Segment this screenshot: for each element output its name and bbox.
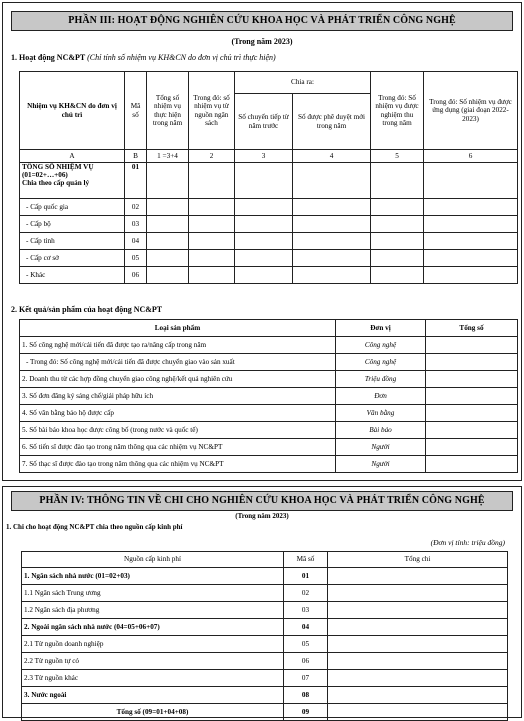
table-row [20, 233, 518, 250]
product-unit: Bài báo [336, 422, 426, 439]
header-code: Mã số [125, 72, 147, 150]
row-label-total: TỔNG SỐ NHIỆM VỤ (01=02+…+06) Chia theo cấp quản lý [20, 163, 125, 199]
input-cell[interactable] [328, 687, 508, 704]
input-cell[interactable] [426, 354, 518, 371]
table-row [20, 267, 518, 284]
input-cell[interactable] [426, 422, 518, 439]
header-product: Loại sản phẩm [20, 320, 336, 337]
rd-expense-table [21, 551, 508, 721]
source-code: 04 [284, 619, 328, 636]
source-code: 06 [284, 653, 328, 670]
column-code-row [20, 150, 518, 163]
input-cell[interactable] [293, 163, 371, 199]
row-code: 02 [125, 199, 147, 216]
row-label: - Cấp bộ [20, 216, 125, 233]
table-row [20, 371, 518, 388]
product-unit: Triệu đồng [336, 371, 426, 388]
input-cell[interactable] [235, 199, 293, 216]
row-code: 01 [125, 163, 147, 199]
table-row [20, 216, 518, 233]
input-cell[interactable] [424, 163, 518, 199]
input-cell[interactable] [328, 619, 508, 636]
header-accepted: Trong đó: Số nhiệm vụ được nghiệm thu trong năm [371, 72, 424, 150]
header-carried: Số chuyển tiếp từ năm trước [235, 94, 293, 150]
product-label: 6. Số tiến sĩ được đào tạo trong năm thông qua các nhiệm vụ NC&PT [20, 439, 336, 456]
part3-section1-note: (Chỉ tính số nhiệm vụ KH&CN do đơn vị chủ trì thực hiện) [87, 53, 276, 62]
input-cell[interactable] [328, 704, 508, 721]
source-label: 2.1 Từ nguồn doanh nghiệp [22, 636, 284, 653]
row-label: - Khác [20, 267, 125, 284]
header-results-total: Tổng số [426, 320, 518, 337]
product-label: 7. Số thạc sĩ được đào tạo trong năm thông qua các nhiệm vụ NC&PT [20, 456, 336, 473]
input-cell[interactable] [147, 216, 189, 233]
input-cell[interactable] [328, 585, 508, 602]
part3-title: PHẦN III: HOẠT ĐỘNG NGHIÊN CỨU KHOA HỌC VÀ PHÁT TRIỂN CÔNG NGHỆ [11, 11, 513, 31]
input-cell[interactable] [189, 216, 235, 233]
product-unit: Văn bằng [336, 405, 426, 422]
product-label: - Trong đó: Số công nghệ mới/cải tiến đã được chuyển giao vào sản xuất [20, 354, 336, 371]
product-unit: Người [336, 439, 426, 456]
table-row [20, 250, 518, 267]
input-cell[interactable] [189, 199, 235, 216]
row-label: - Cấp quốc gia [20, 199, 125, 216]
source-code: 09 [284, 704, 328, 721]
input-cell[interactable] [424, 216, 518, 233]
table-row [20, 163, 518, 199]
part4-year-note: (Trong năm 2023) [235, 512, 289, 520]
table-row [20, 456, 518, 473]
input-cell[interactable] [235, 267, 293, 284]
source-label: 2.3 Từ nguồn khác [22, 670, 284, 687]
input-cell[interactable] [293, 216, 371, 233]
input-cell[interactable] [328, 636, 508, 653]
input-cell[interactable] [371, 199, 424, 216]
header-new: Số được phê duyệt mới trong năm [293, 94, 371, 150]
input-cell[interactable] [426, 456, 518, 473]
product-unit: Công nghệ [336, 337, 426, 354]
input-cell[interactable] [424, 199, 518, 216]
table-row [20, 405, 518, 422]
table-row [20, 388, 518, 405]
part3-frame [2, 2, 522, 481]
source-label: 1.2 Ngân sách địa phương [22, 602, 284, 619]
header-split: Chia ra: [235, 72, 371, 94]
source-code: 03 [284, 602, 328, 619]
product-label: 3. Số đơn đăng ký sáng chế/giải pháp hữu ích [20, 388, 336, 405]
table-row [22, 670, 508, 687]
source-label-total: Tổng số (09=01+04+08) [22, 704, 284, 721]
header-expense-total: Tổng chi [328, 552, 508, 568]
table-row [22, 585, 508, 602]
input-cell[interactable] [235, 216, 293, 233]
input-cell[interactable] [426, 439, 518, 456]
input-cell[interactable] [424, 233, 518, 250]
row-code: 06 [125, 267, 147, 284]
input-cell[interactable] [371, 250, 424, 267]
source-code: 07 [284, 670, 328, 687]
header-expense-code: Mã số [284, 552, 328, 568]
input-cell[interactable] [293, 233, 371, 250]
table-row [20, 199, 518, 216]
source-code: 05 [284, 636, 328, 653]
table-row [20, 439, 518, 456]
unit-note: (Đơn vị tính: triệu đồng) [430, 538, 505, 547]
input-cell[interactable] [426, 388, 518, 405]
part4-title: PHẦN IV: THÔNG TIN VỀ CHI CHO NGHIÊN CỨU KHOA HỌC VÀ PHÁT TRIỂN CÔNG NGHỆ [11, 491, 513, 511]
row-label: - Cấp tỉnh [20, 233, 125, 250]
col-code-cell: B [125, 150, 147, 163]
table-row [22, 568, 508, 585]
input-cell[interactable] [328, 568, 508, 585]
table-row [22, 653, 508, 670]
product-label: 4. Số văn bằng bảo hộ được cấp [20, 405, 336, 422]
source-label: 1.1 Ngân sách Trung ương [22, 585, 284, 602]
header-unit: Đơn vị [336, 320, 426, 337]
input-cell[interactable] [371, 233, 424, 250]
col-code-cell: 4 [293, 150, 371, 163]
input-cell[interactable] [328, 602, 508, 619]
row-code: 05 [125, 250, 147, 267]
header-applied: Trong đó: Số nhiệm vụ được ứng dụng (giai đoạn 2022-2023) [424, 72, 518, 150]
input-cell[interactable] [189, 163, 235, 199]
input-cell[interactable] [426, 337, 518, 354]
source-label: 2.2 Từ nguồn tự có [22, 653, 284, 670]
input-cell[interactable] [426, 405, 518, 422]
table-row [22, 687, 508, 704]
table-row [22, 619, 508, 636]
input-cell[interactable] [189, 267, 235, 284]
source-label: 3. Nước ngoài [22, 687, 284, 704]
table-row [20, 337, 518, 354]
part3-section2-heading: 2. Kết quả/sản phẩm của hoạt động NC&PT [11, 305, 163, 314]
table-row [22, 704, 508, 721]
input-cell[interactable] [147, 163, 189, 199]
part3-section1-heading: 1. Hoạt động NC&PT (Chỉ tính số nhiệm vụ KH&CN do đơn vị chủ trì thực hiện) [11, 53, 276, 62]
input-cell[interactable] [147, 250, 189, 267]
part4-section1-heading: 1. Chi cho hoạt động NC&PT chia theo nguồn cấp kinh phí [6, 523, 183, 531]
input-cell[interactable] [371, 216, 424, 233]
product-label: 1. Số công nghệ mới/cải tiến đã được tạo ra/nâng cấp trong năm [20, 337, 336, 354]
input-cell[interactable] [426, 371, 518, 388]
table-row [22, 636, 508, 653]
input-cell[interactable] [328, 670, 508, 687]
input-cell[interactable] [328, 653, 508, 670]
table-row [20, 422, 518, 439]
row-label: - Cấp cơ sở [20, 250, 125, 267]
input-cell[interactable] [293, 267, 371, 284]
col-code-cell: A [20, 150, 125, 163]
part4-frame [2, 486, 522, 718]
header-budget: Trong đó: số nhiệm vụ từ nguồn ngân sách [189, 72, 235, 150]
table-row [22, 602, 508, 619]
source-code: 08 [284, 687, 328, 704]
header-source: Nguồn cấp kinh phí [22, 552, 284, 568]
table-row [20, 354, 518, 371]
product-unit: Người [336, 456, 426, 473]
input-cell[interactable] [293, 199, 371, 216]
product-label: 5. Số bài báo khoa học được công bố (trong nước và quốc tế) [20, 422, 336, 439]
input-cell[interactable] [424, 267, 518, 284]
rd-activity-table [19, 71, 518, 284]
product-label: 2. Doanh thu từ các hợp đồng chuyển giao công nghệ/kết quả nghiên cứu [20, 371, 336, 388]
input-cell[interactable] [293, 250, 371, 267]
input-cell[interactable] [235, 233, 293, 250]
input-cell[interactable] [147, 267, 189, 284]
header-task: Nhiệm vụ KH&CN do đơn vị chủ trì [20, 72, 125, 150]
source-code: 01 [284, 568, 328, 585]
col-code-cell: 5 [371, 150, 424, 163]
row-code: 04 [125, 233, 147, 250]
row-code: 03 [125, 216, 147, 233]
input-cell[interactable] [235, 250, 293, 267]
header-total: Tổng số nhiệm vụ thực hiện trong năm [147, 72, 189, 150]
product-unit: Đơn [336, 388, 426, 405]
input-cell[interactable] [147, 199, 189, 216]
input-cell[interactable] [371, 267, 424, 284]
rd-results-table [19, 319, 518, 473]
input-cell[interactable] [371, 163, 424, 199]
source-code: 02 [284, 585, 328, 602]
part3-year-note: (Trong năm 2023) [231, 37, 293, 46]
col-code-cell: 3 [235, 150, 293, 163]
col-code-cell: 2 [189, 150, 235, 163]
source-label: 1. Ngân sách nhà nước (01=02+03) [22, 568, 284, 585]
product-unit: Công nghệ [336, 354, 426, 371]
col-code-cell: 6 [424, 150, 518, 163]
source-label: 2. Ngoài ngân sách nhà nước (04=05+06+07) [22, 619, 284, 636]
input-cell[interactable] [235, 163, 293, 199]
input-cell[interactable] [189, 250, 235, 267]
input-cell[interactable] [424, 250, 518, 267]
input-cell[interactable] [189, 233, 235, 250]
col-code-cell: 1 =3+4 [147, 150, 189, 163]
input-cell[interactable] [147, 233, 189, 250]
